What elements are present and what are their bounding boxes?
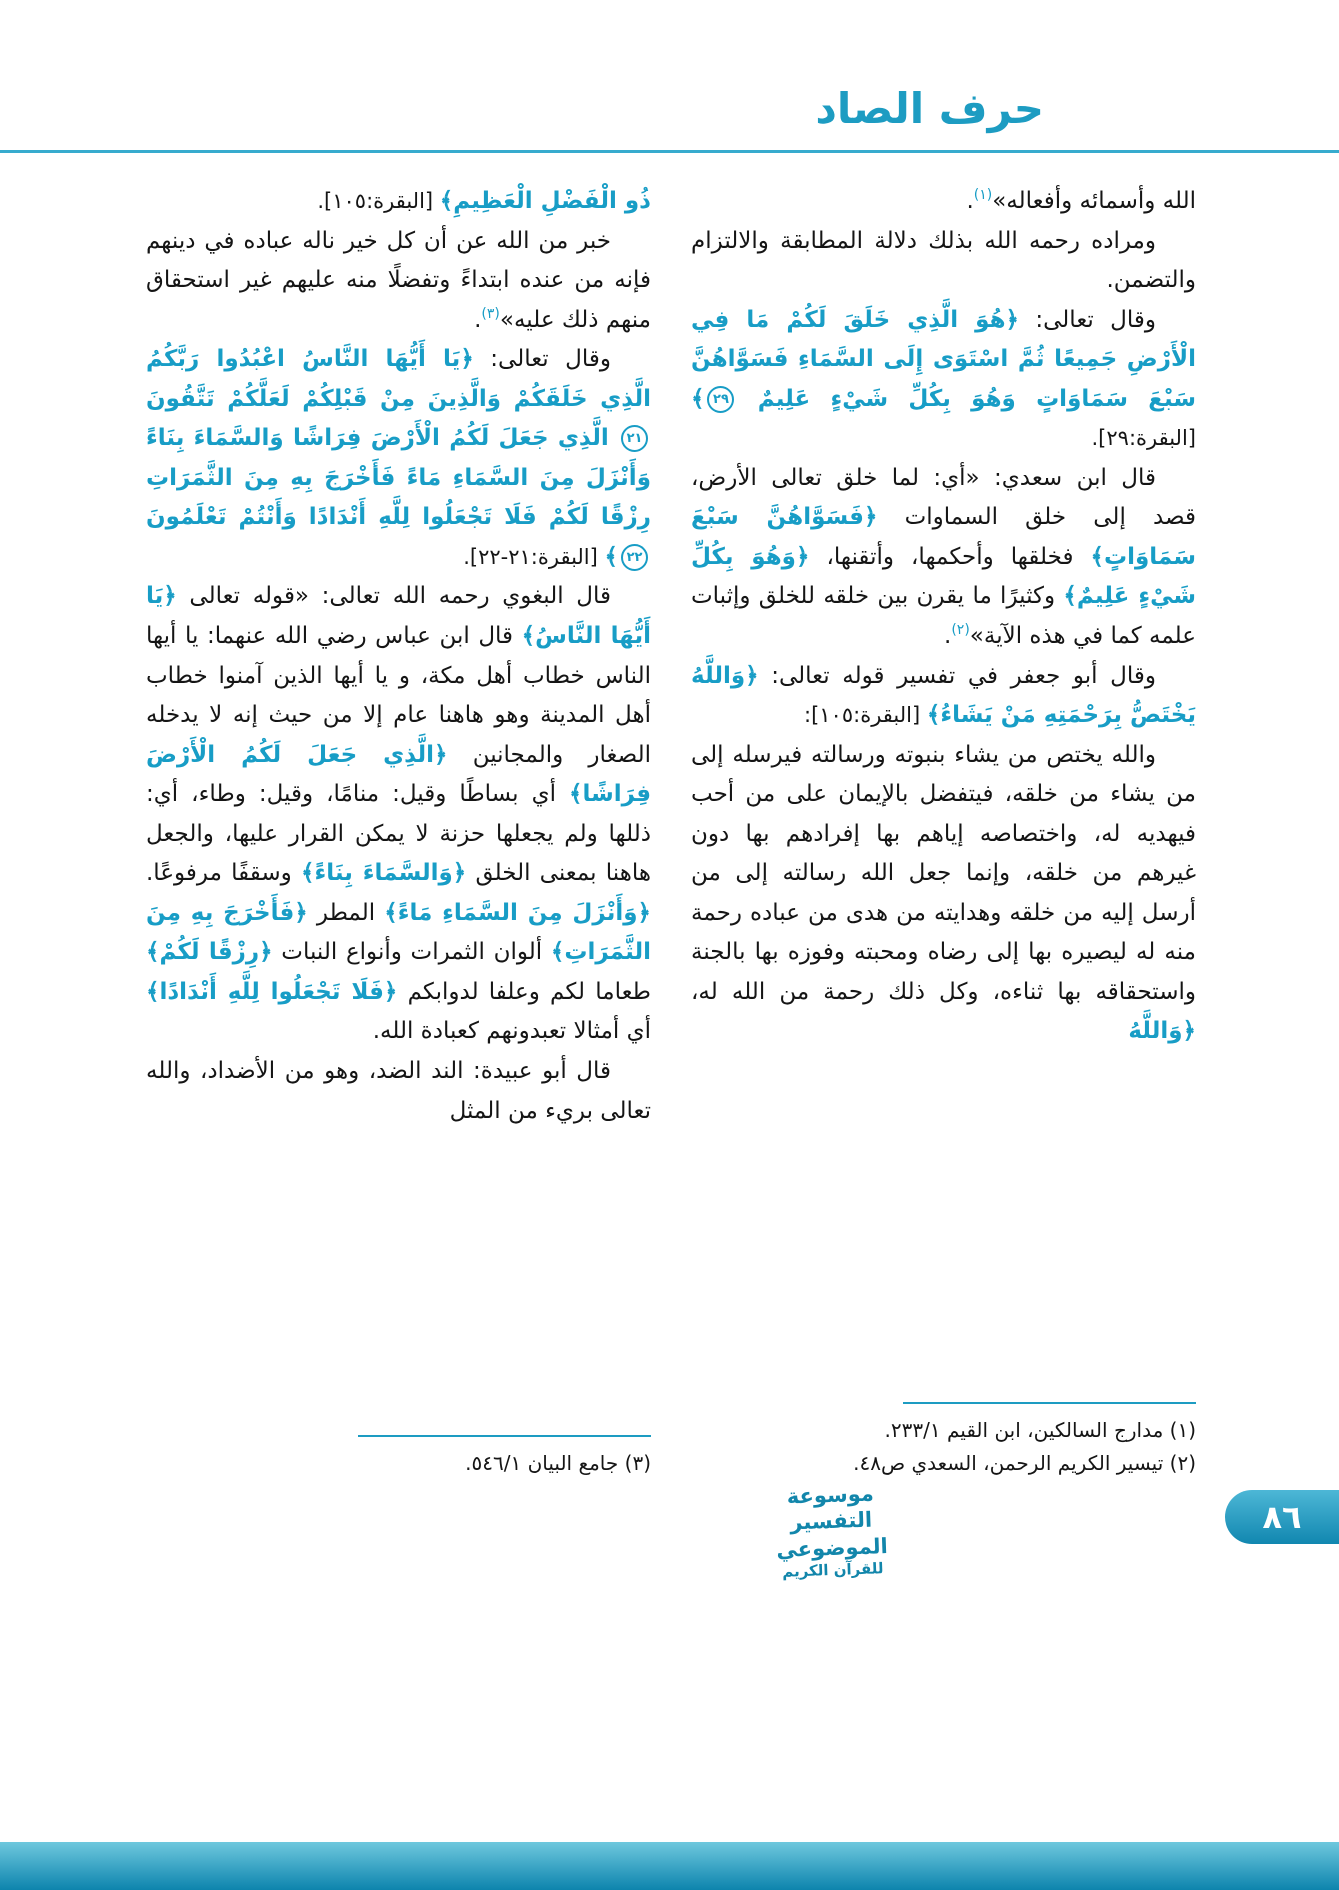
- paragraph: [146, 182, 651, 222]
- paragraph: [691, 182, 1196, 222]
- quran-verse: ﴿وَاللَّهُ: [1128, 1018, 1196, 1045]
- body-text: وسقفًا مرفوعًا.: [146, 860, 301, 887]
- quran-verse: ﴿وَاللَّهُ يَخْتَصُّ بِرَحْمَتِهِ مَنْ يَشَاءُ﴾: [691, 662, 1196, 729]
- quran-verse: ﴿وَأَنْزَلَ مِنَ السَّمَاءِ مَاءً﴾: [384, 899, 651, 926]
- quran-verse: ﴿وَهُوَ بِكُلِّ شَيْءٍ عَلِيمٌ﴾: [691, 543, 1196, 610]
- quran-verse: الَّذِي جَعَلَ لَكُمُ الْأَرْضَ فِرَاشًا وَالسَّمَاءَ بِنَاءً وَأَنْزَلَ مِنَ السَّمَاءِ مَاءً فَأَخْرَجَ بِهِ مِنَ الثَّمَرَاتِ رِزْقًا لَكُمْ فَلَا تَجْعَلُوا لِلَّهِ أَنْدَادًا وَأَنْتُمْ تَعْلَمُونَ: [146, 425, 651, 531]
- body-text: .: [474, 306, 482, 333]
- footnote-separator: [358, 1435, 651, 1437]
- quran-verse: ﴿الَّذِي جَعَلَ لَكُمُ الْأَرْضَ فِرَاشًا﴾: [146, 741, 651, 808]
- footnote: (٣) جامع البيان ٥٤٦/١.: [465, 1451, 651, 1475]
- body-text: قال ابن عباس رضي الله عنهما: يا أيها الناس خطاب أهل مكة، و يا أيها الذين آمنوا خطاب أهل المدينة وهو هاهنا عام إلا من حيث إنه لا يدخله الصغار والمجانين: [146, 623, 651, 768]
- quran-verse: ﴿فَسَوَّاهُنَّ سَبْعَ سَمَاوَاتٍ﴾: [691, 504, 1196, 570]
- content-columns: [146, 182, 1196, 1480]
- column-left-text: [146, 182, 651, 1429]
- ayah-number-marker: ٢٩: [707, 386, 734, 413]
- body-text: وكثيرًا ما يقرن بين خلقه للخلق وإثبات علمه كما في هذه الآية»: [691, 583, 1196, 650]
- paragraph: [146, 1052, 651, 1131]
- quran-verse: ﴿هُوَ الَّذِي خَلَقَ لَكُمْ مَا فِي الْأَرْضِ جَمِيعًا ثُمَّ اسْتَوَى إِلَى السَّمَاءِ فَسَوَّاهُنَّ سَبْعَ سَمَاوَاتٍ وَهُوَ بِكُلِّ شَيْءٍ عَلِيمٌ: [691, 306, 1196, 412]
- paragraph: [146, 577, 651, 1052]
- paragraph: [691, 222, 1196, 301]
- paragraph: [146, 222, 651, 341]
- body-text: .: [944, 623, 952, 650]
- body-text: وقال أبو جعفر في تفسير قوله تعالى:: [758, 662, 1156, 689]
- quran-verse: ذُو الْفَضْلِ الْعَظِيمِ﴾: [439, 188, 651, 214]
- paragraph: [691, 459, 1196, 657]
- body-text: قال ابن سعدي: «أي: لما خلق تعالى الأرض، قصد إلى خلق السماوات: [691, 464, 1196, 531]
- publisher-logo: [742, 1479, 920, 1583]
- column-right-text: [691, 182, 1196, 1396]
- verse-reference: [البقرة:١٠٥].: [317, 189, 440, 213]
- quran-verse: ﴿فَأَخْرَجَ بِهِ مِنَ الثَّمَرَاتِ﴾: [146, 899, 651, 966]
- footnote-marker: (٣): [481, 305, 500, 322]
- body-text: فخلقها وأحكمها، وأتقنها،: [809, 543, 1091, 570]
- body-text: ومراده رحمه الله بذلك دلالة المطابقة والالتزام والتضمن.: [691, 227, 1196, 294]
- body-text: قال البغوي رحمه الله تعالى: «قوله تعالى: [176, 583, 611, 610]
- chapter-header-title: حرف الصاد: [815, 84, 1044, 133]
- body-text: قال أبو عبيدة: الند الضد، وهو من الأضداد، والله تعالى بريء من المثل: [146, 1058, 651, 1124]
- quran-verse: ﴾: [691, 385, 705, 412]
- column-right: [691, 182, 1196, 1480]
- body-text: ألوان الثمرات وأنواع النبات: [272, 939, 551, 966]
- paragraph: [146, 340, 651, 577]
- publisher-logo-line1: موسوعة التفسير الموضوعي: [775, 1481, 889, 1562]
- verse-reference: [البقرة:٢٩].: [1091, 426, 1196, 451]
- body-text: الله وأسمائه وأفعاله»: [992, 188, 1196, 214]
- column-left: [146, 182, 651, 1480]
- body-text: أي أمثالا تعبدونهم كعبادة الله.: [372, 1018, 651, 1045]
- paragraph: [691, 301, 1196, 459]
- page-number-badge: [1225, 1490, 1339, 1544]
- page-number: ٨٦: [1262, 1498, 1302, 1536]
- body-text: خبر من الله عن أن كل خير ناله عباده في دينهم فإنه من عنده ابتداءً وتفضلًا منه عليهم غير استحقاق منهم ذلك عليه»: [146, 227, 651, 333]
- footnote: (١) مدارج السالكين، ابن القيم ٢٣٣/١.: [884, 1418, 1196, 1442]
- footnote-marker: (٢): [951, 622, 970, 639]
- verse-reference: [البقرة:٢١-٢٢].: [463, 544, 605, 569]
- footnote-list: [146, 1447, 651, 1480]
- paragraph: [691, 657, 1196, 736]
- quran-verse: ﴾: [604, 543, 618, 570]
- body-text: .: [966, 188, 974, 214]
- ayah-number-marker: ٢٢: [621, 544, 648, 571]
- paragraph: [691, 736, 1196, 1052]
- column-left-footnotes: [146, 1429, 651, 1480]
- body-text: والله يختص من يشاء بنبوته ورسالته فيرسله إلى من يشاء من خلقه، فيتفضل بالإيمان على من أحب فيهديه له، واختصاصه إياهم بها إفرادهم بها دون غيرهم من خلقه، وإنما جعل الله رسالته إلى من أرسل إليه من خلقه وهدايته من هدى من عباده رحمة منه له ليصيره بها إلى رضاه ومحبته وفوزه بها بالجنة واستحقاقه بها ثناءه، وكل ذلك رحمة من الله له،: [691, 741, 1196, 1005]
- verse-reference: [البقرة:١٠٥]:: [804, 703, 927, 728]
- quran-verse: ﴿يَا أَيُّهَا النَّاسُ اعْبُدُوا رَبَّكُمُ الَّذِي خَلَقَكُمْ وَالَّذِينَ مِنْ قَبْلِكُمْ لَعَلَّكُمْ تَتَّقُونَ: [146, 346, 651, 412]
- quran-verse: ﴿فَلَا تَجْعَلُوا لِلَّهِ أَنْدَادًا﴾: [146, 978, 398, 1005]
- footnote: (٢) تيسير الكريم الرحمن، السعدي ص٤٨.: [853, 1451, 1196, 1475]
- publisher-logo-line2: للقرآن الكريم: [781, 1558, 884, 1581]
- footnote-separator: [903, 1402, 1196, 1404]
- footnote-marker: (١): [973, 187, 993, 203]
- column-right-footnotes: [691, 1396, 1196, 1480]
- quran-verse: ﴿يَا أَيُّهَا النَّاسُ﴾: [146, 583, 651, 650]
- body-text: أي بساطًا وقيل: منامًا، وقيل: وطاء، أي: ذللها ولم يجعلها حزنة لا يمكن القرار عليها، والجعل هاهنا بمعنى الخلق: [146, 781, 651, 887]
- header-rule: [0, 150, 1339, 153]
- quran-verse: ﴿وَالسَّمَاءَ بِنَاءً﴾: [300, 860, 467, 887]
- body-text: وقال تعالى:: [1019, 306, 1157, 333]
- footnote-list: [691, 1414, 1196, 1480]
- body-text: طعاما لكم وعلفا لدوابكم: [397, 978, 651, 1005]
- quran-verse: ﴿رِزْقًا لَكُمْ﴾: [146, 939, 273, 966]
- footer-bar: [0, 1842, 1339, 1890]
- body-text: وقال تعالى:: [473, 346, 611, 373]
- ayah-number-marker: ٢١: [621, 425, 648, 452]
- body-text: المطر: [307, 899, 385, 926]
